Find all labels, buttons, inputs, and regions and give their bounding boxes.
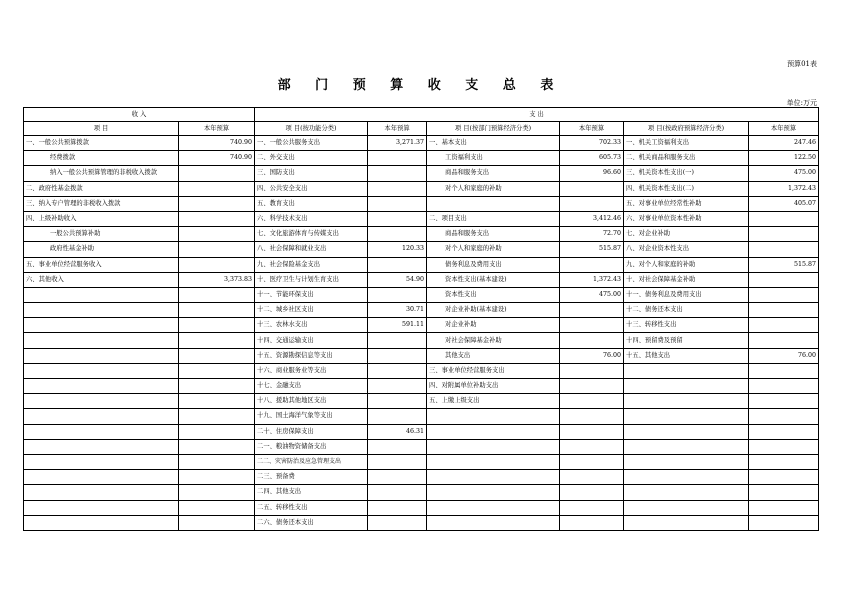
income-amount-cell [179,409,255,424]
func-amount-cell [368,287,427,302]
table-row [24,227,819,242]
income-item-cell [24,333,179,348]
table-row [24,287,819,302]
gov-amount-cell: 122.50 [749,151,819,166]
gov-item-cell: 五、对事业单位经常性补助 [624,196,749,211]
dept-item-cell: 债务利息及费用支出 [427,257,560,272]
income-amount-cell: 740.90 [179,136,255,151]
dept-amount-cell [560,515,624,530]
budget-table [23,107,819,531]
table-row [24,439,819,454]
income-item-cell [24,485,179,500]
dept-item-cell: 五、上缴上级支出 [427,394,560,409]
dept-item-cell: 其他支出 [427,348,560,363]
gov-amount-cell [749,394,819,409]
gov-amount-cell [749,272,819,287]
income-amount-cell [179,257,255,272]
gov-item-cell: 七、对企业补助 [624,227,749,242]
gov-item-cell [624,363,749,378]
table-row [24,470,819,485]
func-amount-cell: 54.90 [368,272,427,287]
dept-amount-cell: 3,412.46 [560,211,624,226]
func-amount-cell [368,348,427,363]
income-amount-cell [179,318,255,333]
gov-item-cell: 十三、转移性支出 [624,318,749,333]
income-item-cell [24,287,179,302]
income-item-cell: 三、纳入专户管理的非税收入拨款 [24,196,179,211]
income-item-cell [24,348,179,363]
func-amount-cell [368,181,427,196]
gov-item-cell: 十二、债务还本支出 [624,303,749,318]
gov-item-cell [624,485,749,500]
dept-amount-cell [560,181,624,196]
dept-amount-cell [560,409,624,424]
func-amount-cell: 120.33 [368,242,427,257]
dept-amount-cell: 605.73 [560,151,624,166]
gov-item-cell [624,394,749,409]
gov-amount-cell [749,287,819,302]
gov-amount-cell: 1,372.43 [749,181,819,196]
dept-amount-cell [560,470,624,485]
func-item-cell: 十一、节能环保支出 [255,287,368,302]
gov-amount-cell: 247.46 [749,136,819,151]
income-item-cell [24,409,179,424]
income-amount-cell [179,439,255,454]
func-item-cell: 八、社会保障和就业支出 [255,242,368,257]
func-amount-cell [368,227,427,242]
dept-amount-cell [560,500,624,515]
dept-item-cell [427,196,560,211]
dept-item-cell: 二、项目支出 [427,211,560,226]
func-amount-cell [368,363,427,378]
income-amount-cell [179,227,255,242]
table-row [24,363,819,378]
gov-item-cell: 一、机关工资福利支出 [624,136,749,151]
income-amount-cell [179,333,255,348]
func-amount-cell [368,211,427,226]
table-row [24,515,819,530]
dept-amount-cell [560,454,624,469]
income-amount-cell [179,287,255,302]
income-amount-cell [179,379,255,394]
gov-amount-cell [749,242,819,257]
income-amount-cell [179,303,255,318]
dept-amount-cell [560,318,624,333]
income-amount-cell [179,394,255,409]
func-item-cell: 二六、债务还本支出 [255,515,368,530]
table-row [24,196,819,211]
gov-amount-cell [749,303,819,318]
dept-amount-cell: 702.33 [560,136,624,151]
gov-item-cell: 十四、预留费及预留 [624,333,749,348]
gov-amount-cell: 76.00 [749,348,819,363]
func-item-cell: 七、文化旅游体育与传媒支出 [255,227,368,242]
dept-amount-cell [560,379,624,394]
gov-item-cell: 二、机关商品和服务支出 [624,151,749,166]
dept-amount-cell: 76.00 [560,348,624,363]
income-amount-cell [179,196,255,211]
dept-item-cell: 对个人和家庭的补助 [427,181,560,196]
dept-item-cell [427,409,560,424]
dept-amount-cell [560,485,624,500]
func-amount-cell [368,166,427,181]
gov-amount-cell [749,363,819,378]
gov-item-cell: 十五、其他支出 [624,348,749,363]
table-row [24,485,819,500]
dept-amount-cell [560,333,624,348]
func-item-cell: 十八、援助其他地区支出 [255,394,368,409]
table-row [24,394,819,409]
func-item-cell: 二、外交支出 [255,151,368,166]
dept-amount-cell [560,394,624,409]
income-item-cell: 一般公共预算补助 [24,227,179,242]
income-header: 收 入 [24,108,255,122]
col-header-amount: 本年预算 [368,122,427,136]
dept-item-cell: 资本性支出(基本建设) [427,272,560,287]
income-item-cell: 六、其他收入 [24,272,179,287]
func-amount-cell [368,379,427,394]
gov-item-cell [624,424,749,439]
table-row [24,333,819,348]
func-item-cell: 十六、商业服务业等支出 [255,363,368,378]
dept-item-cell [427,515,560,530]
func-item-cell: 二三、预备费 [255,470,368,485]
income-item-cell [24,303,179,318]
gov-item-cell [624,470,749,485]
table-row [24,318,819,333]
func-amount-cell [368,257,427,272]
func-item-cell: 一、一般公共服务支出 [255,136,368,151]
dept-amount-cell: 96.60 [560,166,624,181]
func-amount-cell [368,409,427,424]
gov-amount-cell [749,424,819,439]
dept-item-cell [427,439,560,454]
func-item-cell: 二四、其他支出 [255,485,368,500]
income-item-cell [24,470,179,485]
gov-amount-cell [749,409,819,424]
gov-item-cell: 十一、债务利息及费用支出 [624,287,749,302]
func-amount-cell [368,333,427,348]
gov-item-cell: 三、机关资本性支出(一) [624,166,749,181]
income-amount-cell [179,211,255,226]
dept-item-cell: 商品和服务支出 [427,227,560,242]
gov-item-cell [624,500,749,515]
dept-item-cell [427,470,560,485]
func-amount-cell [368,196,427,211]
func-item-cell: 十五、资源勘探信息等支出 [255,348,368,363]
func-amount-cell [368,439,427,454]
func-amount-cell [368,485,427,500]
dept-item-cell: 对社会保障基金补助 [427,333,560,348]
func-amount-cell [368,394,427,409]
dept-item-cell: 四、对附属单位补助支出 [427,379,560,394]
dept-amount-cell [560,257,624,272]
dept-item-cell: 工资福利支出 [427,151,560,166]
gov-amount-cell [749,211,819,226]
func-item-cell: 三、国防支出 [255,166,368,181]
table-row [24,348,819,363]
income-item-cell: 一、一般公共预算拨款 [24,136,179,151]
income-item-cell [24,424,179,439]
dept-item-cell: 对企业补助 [427,318,560,333]
income-item-cell: 四、上级补助收入 [24,211,179,226]
func-item-cell: 十三、农林水支出 [255,318,368,333]
gov-item-cell [624,454,749,469]
func-item-cell: 五、教育支出 [255,196,368,211]
gov-item-cell [624,439,749,454]
func-amount-cell: 46.31 [368,424,427,439]
table-row [24,151,819,166]
func-amount-cell [368,515,427,530]
dept-item-cell: 商品和服务支出 [427,166,560,181]
income-amount-cell: 740.90 [179,151,255,166]
dept-item-cell: 资本性支出 [427,287,560,302]
dept-amount-cell: 1,372.43 [560,272,624,287]
dept-item-cell [427,454,560,469]
dept-amount-cell [560,363,624,378]
table-row [24,211,819,226]
income-item-cell [24,318,179,333]
income-item-cell [24,454,179,469]
func-amount-cell: 3,271.37 [368,136,427,151]
expense-header: 支 出 [255,108,819,122]
dept-item-cell: 对企业补助(基本建设) [427,303,560,318]
table-row [24,303,819,318]
func-item-cell: 六、科学技术支出 [255,211,368,226]
col-header-item: 项 目 [24,122,179,136]
form-code: 预算01表 [787,60,817,68]
income-amount-cell [179,363,255,378]
col-header-dept: 项 目(按部门预算经济分类) [427,122,560,136]
gov-amount-cell [749,333,819,348]
table-row [24,257,819,272]
func-item-cell: 十四、交通运输支出 [255,333,368,348]
func-item-cell: 四、公共安全支出 [255,181,368,196]
income-amount-cell [179,500,255,515]
col-header-amount: 本年预算 [179,122,255,136]
table-row [24,379,819,394]
dept-item-cell: 对个人和家庭的补助 [427,242,560,257]
income-item-cell: 经费拨款 [24,151,179,166]
income-amount-cell [179,181,255,196]
func-amount-cell: 591.11 [368,318,427,333]
income-amount-cell [179,242,255,257]
gov-amount-cell [749,515,819,530]
dept-amount-cell: 515.87 [560,242,624,257]
func-item-cell: 九、社会保险基金支出 [255,257,368,272]
func-item-cell: 十、医疗卫生与计划生育支出 [255,272,368,287]
func-amount-cell: 30.71 [368,303,427,318]
dept-item-cell [427,424,560,439]
func-amount-cell [368,454,427,469]
gov-amount-cell [749,500,819,515]
gov-item-cell [624,515,749,530]
header-row-1 [24,108,819,122]
income-amount-cell [179,470,255,485]
income-item-cell: 纳入一般公共预算管理的非税收入拨款 [24,166,179,181]
income-item-cell [24,500,179,515]
func-item-cell: 二五、转移性支出 [255,500,368,515]
dept-amount-cell [560,424,624,439]
gov-amount-cell: 515.87 [749,257,819,272]
gov-item-cell: 四、机关资本性支出(二) [624,181,749,196]
dept-amount-cell: 72.70 [560,227,624,242]
table-row [24,166,819,181]
func-item-cell: 十七、金融支出 [255,379,368,394]
gov-item-cell: 六、对事业单位资本性补助 [624,211,749,226]
table-row [24,136,819,151]
gov-amount-cell [749,485,819,500]
func-item-cell: 二十、住房保障支出 [255,424,368,439]
income-amount-cell [179,454,255,469]
func-amount-cell [368,151,427,166]
dept-item-cell [427,485,560,500]
func-item-cell: 十九、国土海洋气象等支出 [255,409,368,424]
income-item-cell [24,363,179,378]
dept-item-cell [427,500,560,515]
func-amount-cell [368,500,427,515]
gov-amount-cell [749,227,819,242]
gov-item-cell: 九、对个人和家庭的补助 [624,257,749,272]
gov-item-cell [624,409,749,424]
table-row [24,454,819,469]
func-item-cell: 二一、粮油物资储备支出 [255,439,368,454]
gov-item-cell [624,379,749,394]
income-amount-cell [179,166,255,181]
dept-item-cell: 一、基本支出 [427,136,560,151]
gov-amount-cell: 405.07 [749,196,819,211]
col-header-gov: 项 目(按政府预算经济分类) [624,122,749,136]
table-row [24,272,819,287]
dept-amount-cell: 475.00 [560,287,624,302]
table-row [24,181,819,196]
gov-item-cell: 十、对社会保障基金补助 [624,272,749,287]
table-row [24,409,819,424]
gov-amount-cell [749,470,819,485]
func-amount-cell [368,470,427,485]
income-item-cell: 二、政府性基金拨款 [24,181,179,196]
col-header-func: 项 目(按功能分类) [255,122,368,136]
dept-amount-cell [560,439,624,454]
table-row [24,242,819,257]
col-header-amount: 本年预算 [749,122,819,136]
dept-amount-cell [560,196,624,211]
page-title: 部 门 预 算 收 支 总 表 [277,78,564,93]
income-item-cell [24,379,179,394]
func-item-cell: 十二、城乡社区支出 [255,303,368,318]
gov-amount-cell [749,439,819,454]
gov-amount-cell [749,454,819,469]
dept-item-cell: 三、事业单位经营服务支出 [427,363,560,378]
table-row [24,424,819,439]
col-header-amount: 本年预算 [560,122,624,136]
unit-label: 单位:万元 [786,99,817,107]
header-row-2 [24,122,819,136]
gov-amount-cell: 475.00 [749,166,819,181]
gov-item-cell: 八、对企业资本性支出 [624,242,749,257]
func-item-cell: 二二、灾害防治及应急管理支出 [255,454,368,469]
gov-amount-cell [749,379,819,394]
income-amount-cell: 3,373.83 [179,272,255,287]
table-row [24,500,819,515]
income-amount-cell [179,424,255,439]
income-item-cell [24,439,179,454]
income-amount-cell [179,485,255,500]
gov-amount-cell [749,318,819,333]
dept-amount-cell [560,303,624,318]
income-amount-cell [179,515,255,530]
income-item-cell: 政府性基金补助 [24,242,179,257]
income-amount-cell [179,348,255,363]
income-item-cell [24,515,179,530]
income-item-cell [24,394,179,409]
income-item-cell: 五、事业单位经营服务收入 [24,257,179,272]
